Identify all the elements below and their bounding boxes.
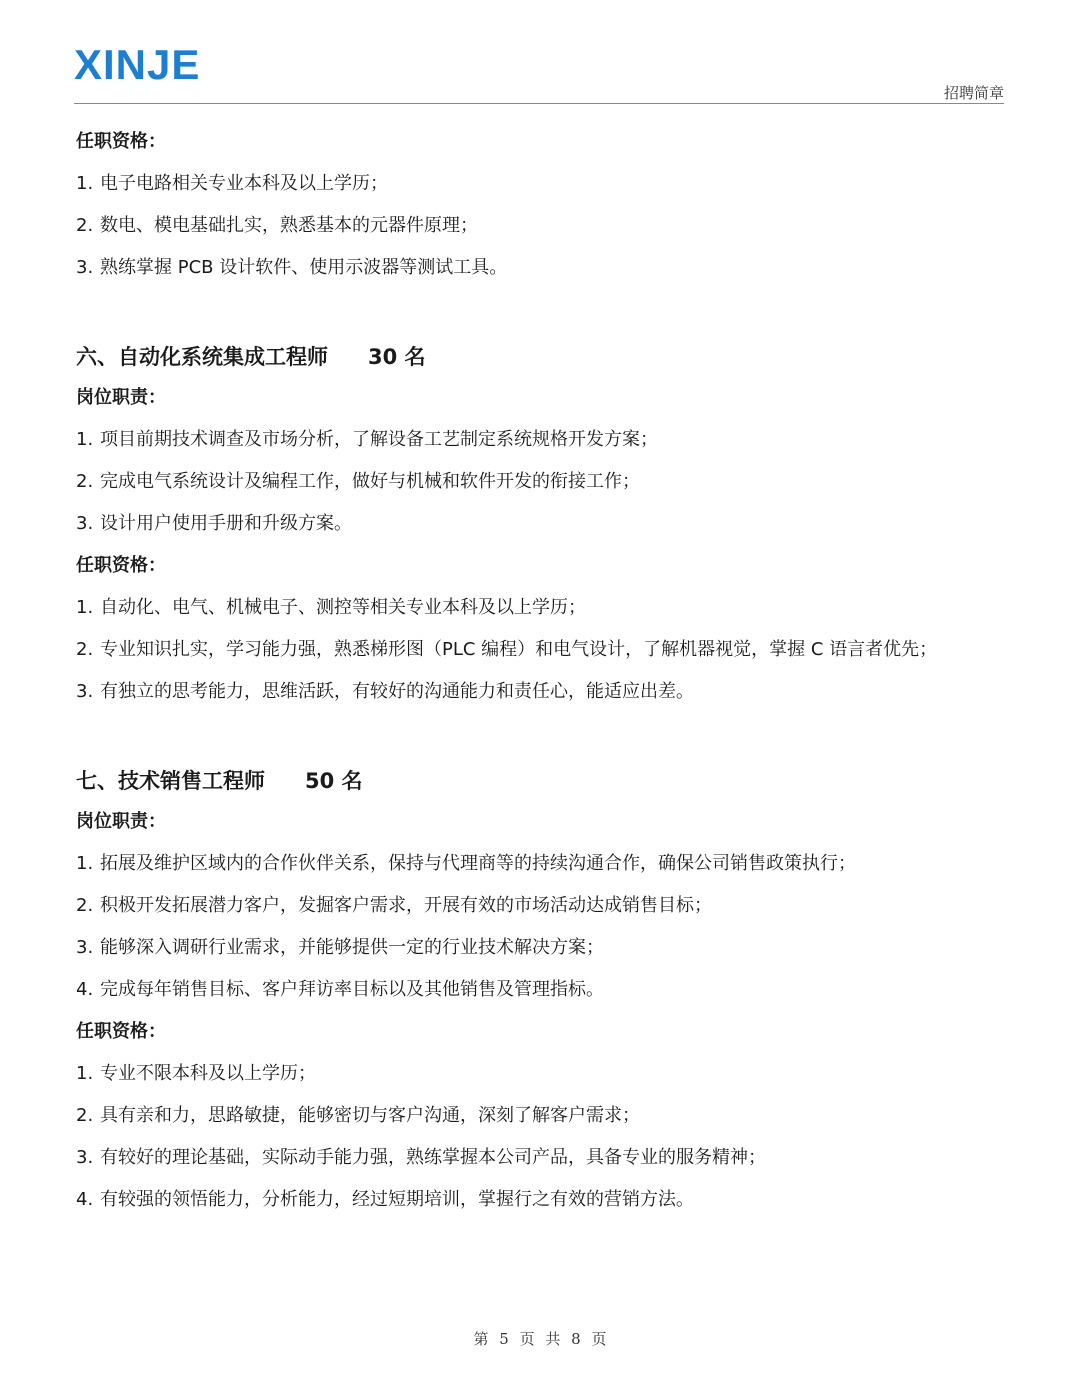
- section-title: 六、自动化系统集成工程师 30 名: [76, 345, 426, 369]
- qualification-label: 任职资格：: [76, 1021, 166, 1042]
- list-item: 2. 专业知识扎实，学习能力强，熟悉梯形图（PLC 编程）和电气设计，了解机器视觉，掌握 C 语言者优先；: [76, 639, 938, 660]
- list-item: 3. 能够深入调研行业需求，并能够提供一定的行业技术解决方案；: [76, 937, 604, 958]
- list-item: 3. 设计用户使用手册和升级方案。: [76, 513, 352, 534]
- list-item: 1. 拓展及维护区域内的合作伙伴关系，保持与代理商等的持续沟通合作，确保公司销售政策执行；: [76, 853, 856, 874]
- list-item: 4. 完成每年销售目标、客户拜访率目标以及其他销售及管理指标。: [76, 979, 604, 1000]
- page-content: [76, 128, 1006, 1214]
- list-item: 1. 项目前期技术调查及市场分析，了解设备工艺制定系统规格开发方案；: [76, 429, 658, 450]
- list-item: 2. 完成电气系统设计及编程工作，做好与机械和软件开发的衔接工作；: [76, 471, 640, 492]
- list-item: 2. 积极开发拓展潜力客户，发掘客户需求，开展有效的市场活动达成销售目标；: [76, 895, 712, 916]
- page-footer: 第 5 页 共 8 页: [473, 1330, 607, 1348]
- header-divider: [74, 103, 1004, 104]
- list-item: 3. 有较好的理论基础，实际动手能力强，熟练掌握本公司产品，具备专业的服务精神；: [76, 1147, 766, 1168]
- list-item: 1. 自动化、电气、机械电子、测控等相关专业本科及以上学历；: [76, 597, 586, 618]
- duty-label: 岗位职责：: [76, 811, 166, 832]
- list-item: 3. 熟练掌握 PCB 设计软件、使用示波器等测试工具。: [76, 257, 508, 278]
- section-title: 七、技术销售工程师 50 名: [76, 769, 363, 793]
- list-item: 3. 有独立的思考能力，思维活跃，有较好的沟通能力和责任心，能适应出差。: [76, 681, 694, 702]
- list-item: 1. 电子电路相关专业本科及以上学历；: [76, 173, 388, 194]
- header-title: 招聘简章: [943, 84, 1004, 102]
- list-item: 2. 数电、模电基础扎实，熟悉基本的元器件原理；: [76, 215, 478, 236]
- list-item: 4. 有较强的领悟能力，分析能力，经过短期培训，掌握行之有效的营销方法。: [76, 1189, 694, 1210]
- qualification-label: 任职资格：: [76, 555, 166, 576]
- qualification-label: 任职资格：: [76, 131, 166, 152]
- list-item: 1. 专业不限本科及以上学历；: [76, 1063, 316, 1084]
- list-item: 2. 具有亲和力，思路敏捷，能够密切与客户沟通，深刻了解客户需求；: [76, 1105, 640, 1126]
- duty-label: 岗位职责：: [76, 387, 166, 408]
- xinje-logo: XINJE: [74, 41, 201, 88]
